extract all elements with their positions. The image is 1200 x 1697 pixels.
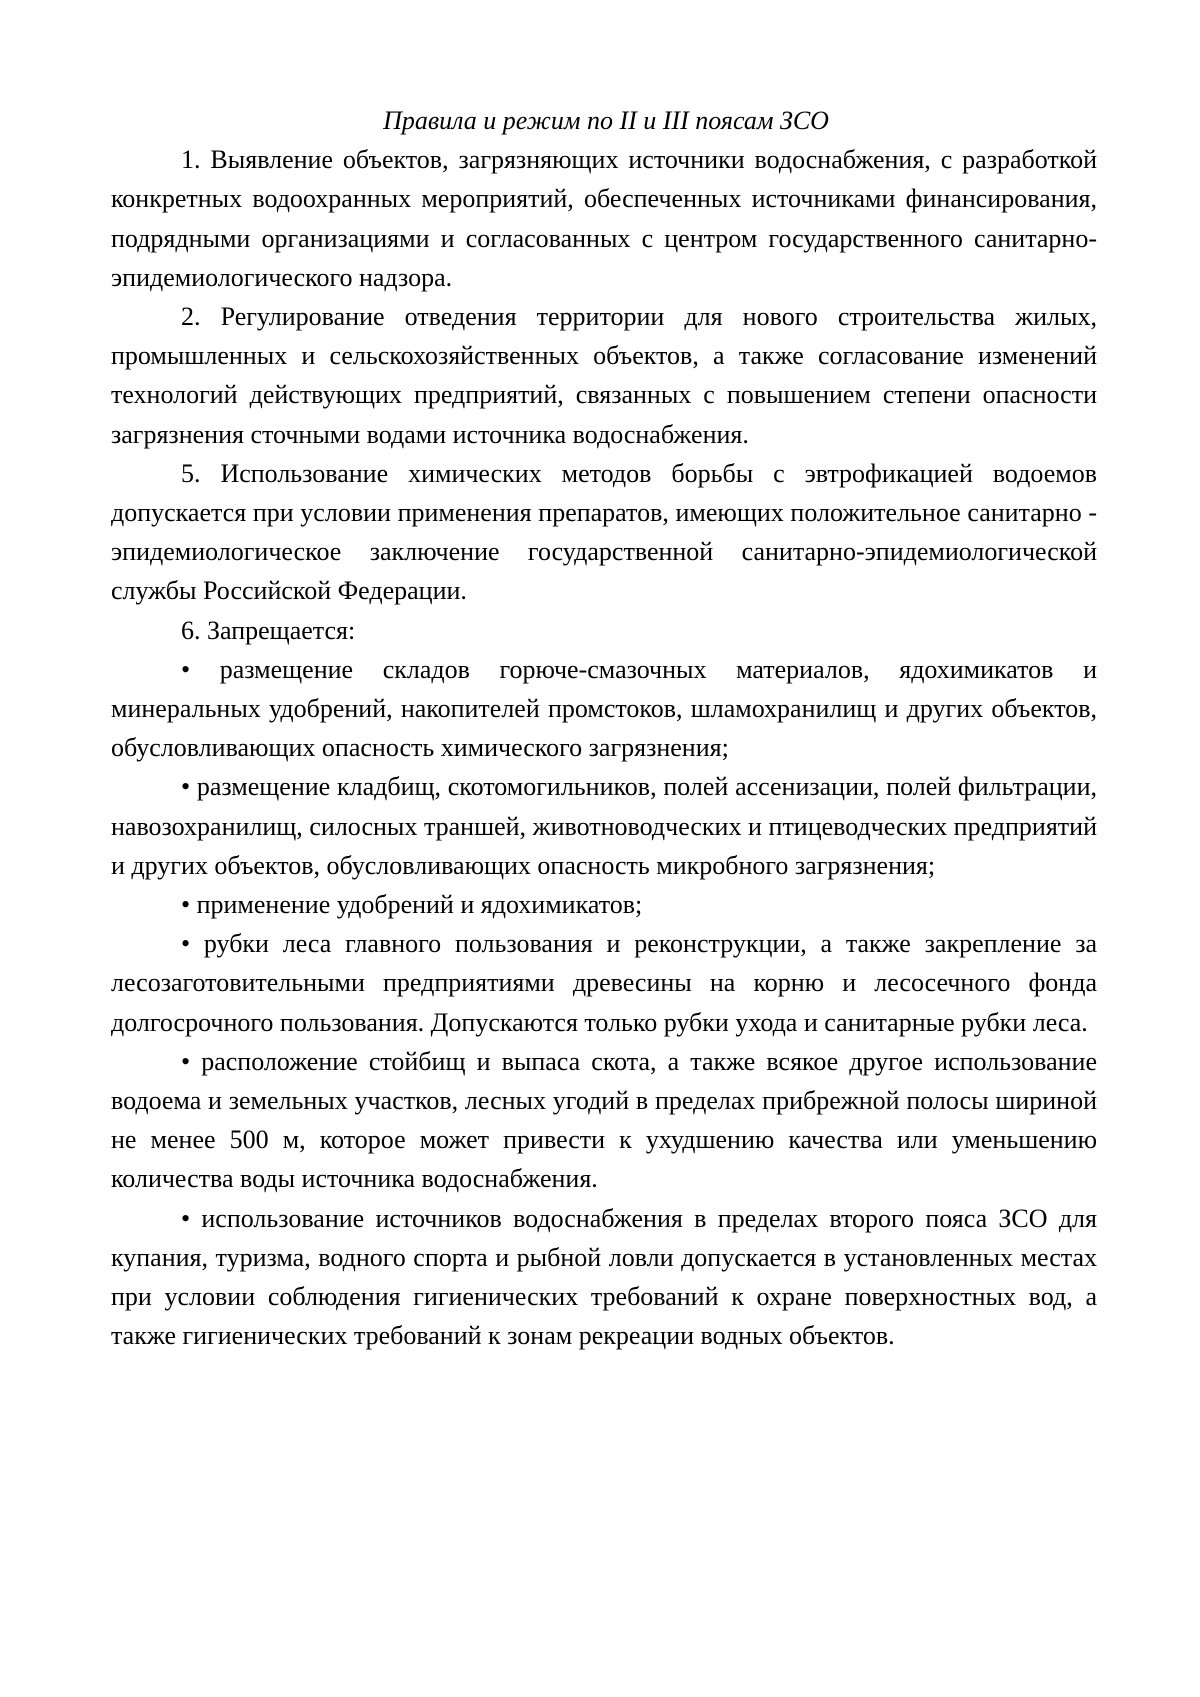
list-item-livestock: • расположение стойбищ и выпаса скота, а также всякое другое использование водоема и земельных участков, лесных угодий в пределах прибрежной полосы шириной не менее 500 м, которое может привести к ухудшению качества или уменьшению количества воды источника водоснабжения. [111,1046,1097,1194]
list-item-logging: • рубки леса главного пользования и реконструкции, а также закрепление за лесозаготовительными предприятиями древесины на корню и лесосечного фонда долгосрочного пользования. Допускаются только рубки ухода и санитарные рубки леса. [111,929,1097,1037]
paragraph-6-prohibited: 6. Запрещается: [181,615,356,645]
document-title: Правила и режим по II и III поясам ЗСО [383,106,829,135]
list-item-fertilizers: • применение удобрений и ядохимикатов; [181,890,643,920]
paragraph-5-chemical-methods: 5. Использование химических методов борьбы с эвтрофикацией водоемов допускается при условии применения препаратов, имеющих положительное санитарно - эпидемиологическое заключение государственной санитарно-эпидемиологической службы Российской Федерации. [111,458,1097,606]
paragraph-1-identification: 1. Выявление объектов, загрязняющих источники водоснабжения, с разработкой конкретных водоохранных мероприятий, обеспеченных источниками финансирования, подрядными организациями и согласованных с центром государственного санитарно-эпидемиологического надзора. [111,145,1097,292]
list-item-cemeteries: • размещение кладбищ, скотомогильников, полей ассенизации, полей фильтрации, навозохранилищ, силосных траншей, животноводческих и птицеводческих предприятий и других объектов, обусловливающих опасность микробного загрязнения; [111,772,1097,880]
list-item-fuel-storage: • размещение складов горюче-смазочных материалов, ядохимикатов и минеральных удобрений, накопителей промстоков, шламохранилищ и других объектов, обусловливающих опасность химического загрязнения; [111,654,1097,763]
paragraph-2-regulation: 2. Регулирование отведения территории для нового строительства жилых, промышленных и сельскохозяйственных объектов, а также согласование изменений технологий действующих предприятий, связанных с повышением степени опасности загрязнения сточными водами источника водоснабжения. [111,302,1097,449]
list-item-recreation: • использование источников водоснабжения в пределах второго пояса ЗСО для купания, туризма, водного спорта и рыбной ловли допускается в установленных местах при условии соблюдения гигиенических требований к охране поверхностных вод, а также гигиенических требований к зонам рекреации водных объектов. [111,1203,1097,1351]
